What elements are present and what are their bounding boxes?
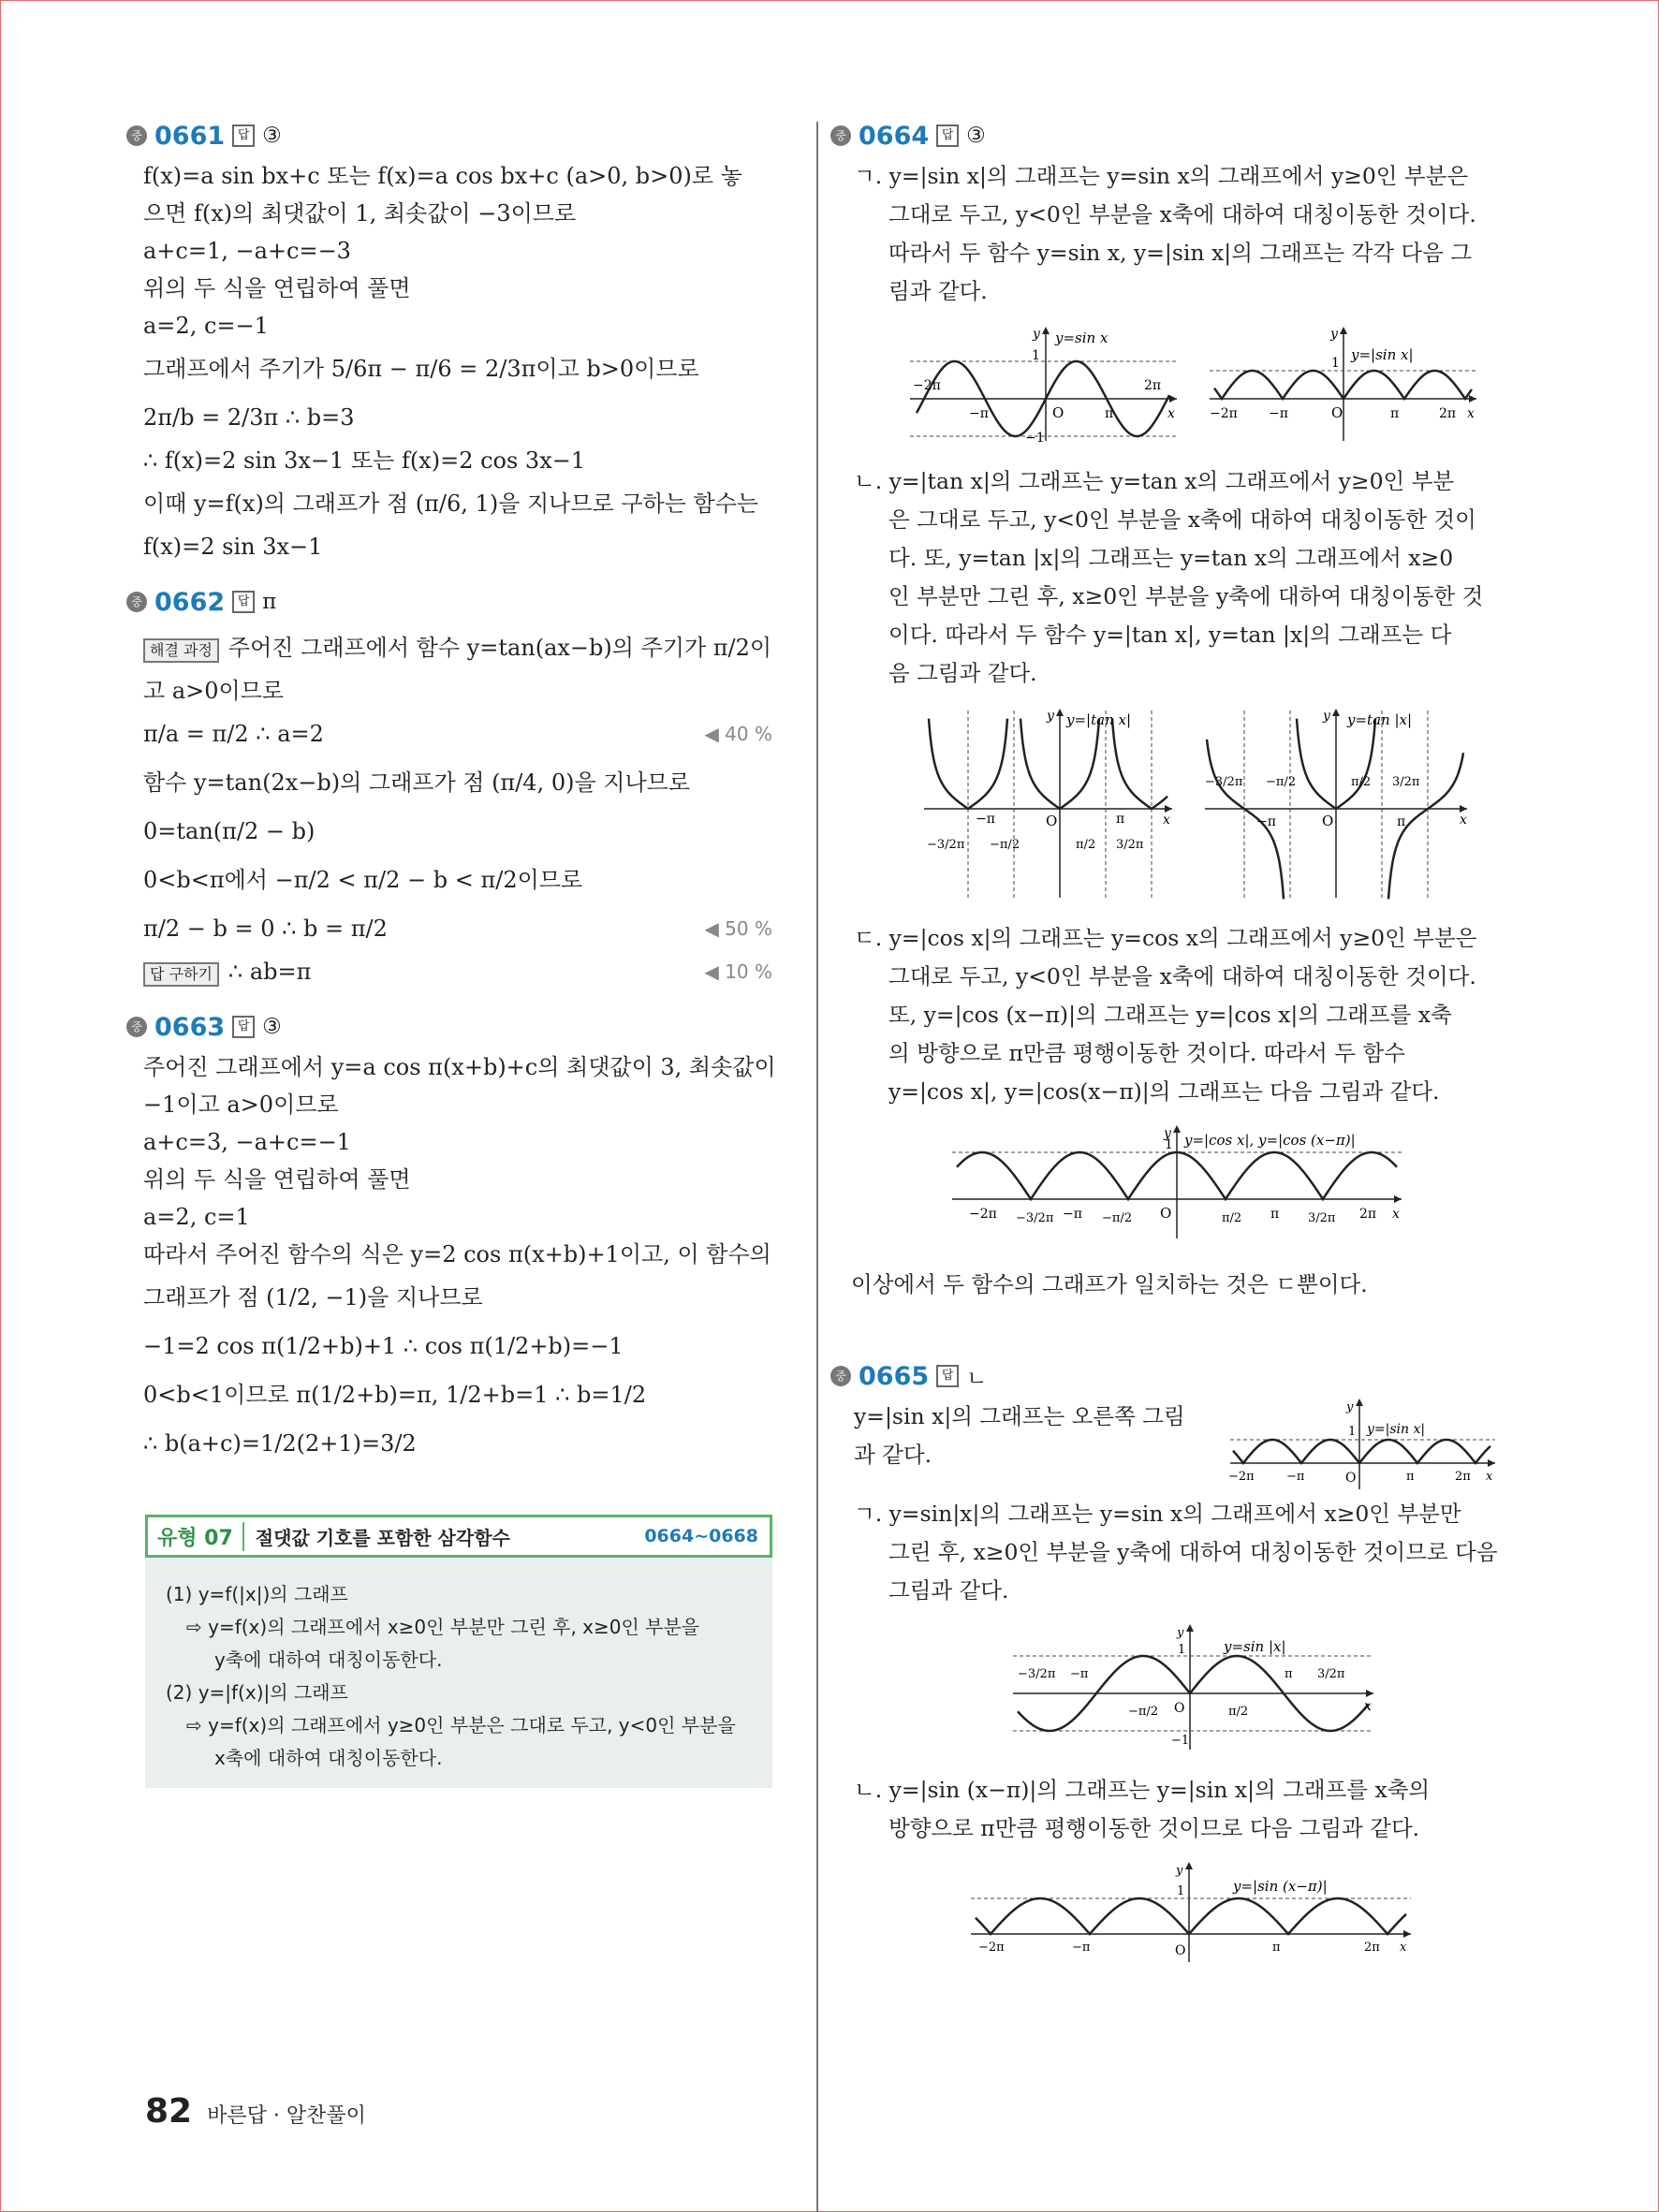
svg-text:y: y (1346, 1400, 1354, 1414)
graph-sin (910, 327, 1177, 446)
type-box-body (145, 1558, 772, 1788)
problem-header-0661 (126, 120, 782, 152)
solution-line: 0=tan(π/2 − b) (143, 818, 316, 844)
difficulty-badge: 중 (126, 125, 147, 146)
item-line: ㄴ. y=|sin (x−π)|의 그래프는 y=|sin x|의 그래프를 x축의 (854, 1777, 1431, 1803)
svg-text:x: x (1364, 1699, 1372, 1714)
column-divider (816, 122, 818, 2212)
svg-text:O: O (1052, 404, 1064, 421)
solution-line: a+c=1, −a+c=−3 (143, 238, 351, 264)
svg-text:O: O (1345, 1471, 1357, 1486)
item-line: 그대로 두고, y<0인 부분을 x축에 대하여 대칭이동한 것이다. (888, 201, 1476, 227)
svg-text:−2π: −2π (978, 1941, 1005, 1955)
graph-label: y=sin |x| (1224, 1638, 1286, 1655)
solution-line: 답 구하기 ∴ ab=π ◀ 10 % (126, 953, 782, 990)
answer-value: ③ (262, 124, 282, 148)
svg-text:1: 1 (1032, 348, 1040, 363)
svg-text:π: π (1285, 1667, 1293, 1681)
solution-line: 2π/b = 2/3π ∴ b=3 (143, 404, 355, 431)
answer-mark: 답 (936, 1365, 959, 1387)
box-line: (2) y=|f(x)|의 그래프 (166, 1681, 348, 1704)
answer-value: π (262, 590, 277, 614)
svg-text:π: π (1270, 1207, 1280, 1222)
solution-line: 그래프가 점 (1/2, −1)을 지나므로 (143, 1284, 483, 1311)
svg-text:1: 1 (1165, 1137, 1173, 1152)
type-label: 유형 07 (148, 1522, 244, 1551)
solution-line: 주어진 그래프에서 y=a cos π(x+b)+c의 최댓값이 3, 최솟값이 (143, 1054, 776, 1080)
graph-abs-sin-small (1228, 1398, 1500, 1491)
svg-text:−π: −π (1063, 1207, 1082, 1222)
svg-text:−π/2: −π/2 (1102, 1211, 1133, 1225)
graph-label: y=|sin x| (1351, 346, 1414, 363)
problem-number: 0665 (859, 1361, 930, 1391)
svg-text:2π: 2π (1144, 378, 1162, 393)
type-box-header (145, 1515, 772, 1558)
problem-number: 0661 (154, 121, 226, 151)
type-title: 절댓값 기호를 포함한 삼각함수 (255, 1526, 510, 1549)
difficulty-badge: 중 (126, 592, 147, 612)
svg-text:3/2π: 3/2π (1308, 1211, 1336, 1225)
svg-text:y: y (1176, 1864, 1183, 1878)
graph-label: y=|cos x|, y=|cos (x−π)| (1184, 1132, 1356, 1149)
svg-text:1: 1 (1348, 1425, 1357, 1439)
item-line: 인 부분만 그린 후, x≥0인 부분을 y축에 대하여 대칭이동한 것 (888, 583, 1484, 609)
solution-line: a=2, c=1 (143, 1204, 250, 1230)
svg-text:3/2π: 3/2π (1392, 775, 1420, 789)
box-line: ⇨ y=f(x)의 그래프에서 y≥0인 부분은 그대로 두고, y<0인 부분을 (186, 1714, 736, 1736)
svg-text:−π: −π (976, 812, 995, 827)
item-line: ㄷ. y=|cos x|의 그래프는 y=cos x의 그래프에서 y≥0인 부분은 (854, 925, 1477, 951)
svg-text:x: x (1400, 1941, 1407, 1955)
right-column (830, 120, 1505, 1981)
answer-value: ③ (966, 124, 986, 148)
svg-text:y: y (1330, 327, 1338, 342)
svg-text:π/2: π/2 (1228, 1705, 1249, 1719)
svg-text:O: O (1046, 813, 1058, 829)
graph-label: y=sin x (1055, 330, 1108, 346)
problem-number: 0663 (154, 1012, 226, 1042)
score-percent: ◀ 10 % (704, 960, 772, 983)
solution-line: −1=2 cos π(1/2+b)+1 ∴ cos π(1/2+b)=−1 (143, 1333, 624, 1359)
type-range: 0664~0668 (644, 1526, 758, 1546)
item-line: ㄱ. y=|sin x|의 그래프는 y=sin x의 그래프에서 y≥0인 부분은 (854, 163, 1469, 189)
solution-line: 으면 f(x)의 최댓값이 1, 최솟값이 −3이므로 (143, 200, 577, 227)
svg-text:1: 1 (1331, 356, 1340, 371)
svg-text:3/2π: 3/2π (1317, 1667, 1345, 1681)
graph-label: y=tan |x| (1347, 711, 1413, 728)
solution-line: 고 a>0이므로 (143, 678, 285, 704)
item-line: 또, y=|cos (x−π)|의 그래프는 y=|cos x|의 그래프를 x축 (888, 1002, 1452, 1028)
svg-text:−1: −1 (1025, 431, 1045, 446)
item-line: 그린 후, x≥0인 부분을 y축에 대하여 대칭이동한 것이므로 다음 (888, 1539, 1498, 1565)
svg-text:π/2: π/2 (1222, 1211, 1242, 1225)
svg-text:x: x (1167, 406, 1175, 421)
step-tag: 해결 과정 (143, 638, 219, 663)
svg-text:O: O (1322, 813, 1334, 829)
graph-abs-sin (1210, 327, 1476, 441)
item-line: 이다. 따라서 두 함수 y=|tan x|, y=tan |x|의 그래프는 다 (888, 622, 1452, 648)
item-line: 은 그대로 두고, y<0인 부분을 x축에 대하여 대칭이동한 것이 (888, 506, 1476, 533)
svg-text:−3/2π: −3/2π (1018, 1667, 1056, 1681)
solution-line: 0<b<1이므로 π(1/2+b)=π, 1/2+b=1 ∴ b=1/2 (143, 1382, 647, 1408)
svg-text:π: π (1105, 406, 1114, 421)
solution-line: 위의 두 식을 연립하여 풀면 (143, 275, 411, 301)
svg-text:2π: 2π (1455, 1470, 1471, 1484)
svg-text:π: π (1272, 1941, 1281, 1955)
solution-line: ∴ b(a+c)=1/2(2+1)=3/2 (143, 1430, 417, 1457)
item-line: y=|cos x|, y=|cos(x−π)|의 그래프는 다음 그림과 같다. (888, 1078, 1440, 1105)
svg-text:y: y (1164, 1126, 1171, 1141)
page-number: 82 (145, 2092, 193, 2131)
svg-text:−π/2: −π/2 (1266, 775, 1297, 789)
item-line: ㄴ. y=|tan x|의 그래프는 y=tan x의 그래프에서 y≥0인 부분 (854, 468, 1455, 494)
svg-text:O: O (1175, 1943, 1186, 1958)
solution-line: 이때 y=f(x)의 그래프가 점 (π/6, 1)을 지나므로 구하는 함수는 (143, 491, 759, 517)
item-line: 그대로 두고, y<0인 부분을 x축에 대하여 대칭이동한 것이다. (888, 963, 1476, 989)
svg-text:−π: −π (1286, 1470, 1305, 1484)
svg-text:1: 1 (1177, 1884, 1185, 1898)
svg-text:−2π: −2π (913, 378, 941, 393)
answer-mark: 답 (232, 591, 255, 613)
graph-tan-abs (1205, 709, 1467, 899)
type-summary-box (145, 1515, 772, 1788)
solution-line: 위의 두 식을 연립하여 풀면 (143, 1166, 411, 1193)
answer-value: ③ (262, 1015, 282, 1039)
problem-header-0663 (126, 1011, 782, 1043)
graph-label: y=|tan x| (1066, 711, 1132, 728)
svg-text:−π: −π (969, 406, 989, 421)
left-column (126, 120, 782, 1788)
solution-line: 0<b<π에서 −π/2 < π/2 − b < π/2이므로 (143, 867, 583, 893)
svg-text:O: O (1160, 1205, 1172, 1222)
item-line: 음 그림과 같다. (888, 660, 1037, 686)
svg-text:−3/2π: −3/2π (1205, 775, 1243, 789)
svg-text:π: π (1406, 1470, 1415, 1484)
solution-line: π/a = π/2 ∴ a=2 ◀ 40 % (126, 710, 782, 758)
graph-label: y=|sin (x−π)| (1233, 1878, 1328, 1895)
solution-line: −1이고 a>0이므로 (143, 1091, 339, 1118)
svg-text:π/2: π/2 (1076, 838, 1096, 852)
score-percent: ◀ 50 % (704, 917, 772, 940)
box-line: y축에 대하여 대칭이동한다. (214, 1648, 443, 1671)
solution-line: f(x)=2 sin 3x−1 (143, 534, 323, 560)
svg-text:2π: 2π (1364, 1941, 1380, 1955)
step-tag: 답 구하기 (143, 962, 219, 987)
item-line: 과 같다. (854, 1442, 932, 1468)
answer-mark: 답 (232, 1016, 255, 1038)
svg-text:π: π (1116, 812, 1125, 827)
svg-text:y: y (1323, 709, 1330, 724)
solution-line: 그래프에서 주기가 5/6π − π/6 = 2/3π이고 b>0이므로 (143, 356, 699, 382)
score-percent: ◀ 40 % (704, 723, 772, 745)
problem-header-0665 (830, 1360, 1505, 1392)
graph-abs-sin-shift (830, 1861, 1505, 1964)
graph-abs-cos-pair (830, 1124, 1505, 1241)
graph-label: y=|sin x| (1367, 1422, 1426, 1437)
item-line: 다. 또, y=tan |x|의 그래프는 y=tan x의 그래프에서 x≥0 (888, 545, 1454, 571)
solution-line: 해결 과정 주어진 그래프에서 함수 y=tan(ax−b)의 주기가 π/2이 (126, 623, 782, 672)
svg-text:2π: 2π (1439, 406, 1457, 421)
conclusion: 이상에서 두 함수의 그래프가 일치하는 것은 ㄷ뿐이다. (851, 1271, 1368, 1297)
svg-text:−2π: −2π (1228, 1470, 1255, 1484)
difficulty-badge: 중 (830, 125, 851, 146)
svg-text:O: O (1331, 404, 1343, 421)
item-line: 의 방향으로 π만큼 평행이동한 것이다. 따라서 두 함수 (888, 1040, 1405, 1066)
svg-text:y: y (1033, 327, 1040, 342)
item-line: 방향으로 π만큼 평행이동한 것이므로 다음 그림과 같다. (888, 1815, 1420, 1841)
page-footer (145, 2092, 366, 2131)
svg-text:x: x (1467, 406, 1475, 421)
problem-header-0662 (126, 586, 782, 618)
svg-text:x: x (1486, 1470, 1493, 1484)
item-line: ㄱ. y=sin|x|의 그래프는 y=sin x의 그래프에서 x≥0인 부분만 (854, 1501, 1461, 1527)
answer-mark: 답 (232, 125, 255, 147)
svg-text:−π: −π (1256, 814, 1276, 829)
svg-text:−π/2: −π/2 (990, 838, 1020, 852)
solution-line: π/2 − b = 0 ∴ b = π/2 ◀ 50 % (126, 904, 782, 953)
svg-text:−3/2π: −3/2π (927, 838, 965, 852)
item-line: 그림과 같다. (888, 1577, 1009, 1604)
svg-text:−2π: −2π (1210, 406, 1238, 421)
difficulty-badge: 중 (126, 1017, 147, 1037)
item-line: 림과 같다. (888, 278, 988, 304)
solution-line: a+c=3, −a+c=−1 (143, 1129, 351, 1155)
svg-text:x: x (1460, 813, 1467, 828)
problem-number: 0664 (859, 121, 930, 151)
graph-abs-tan-and-tan-abs (830, 706, 1505, 902)
svg-text:π/2: π/2 (1351, 775, 1372, 789)
svg-text:−3/2π: −3/2π (1016, 1211, 1054, 1225)
svg-text:π: π (1397, 814, 1406, 829)
svg-text:−π: −π (1070, 1667, 1089, 1681)
box-line: x축에 대하여 대칭이동한다. (214, 1747, 443, 1769)
svg-text:x: x (1163, 813, 1170, 828)
svg-text:x: x (1392, 1207, 1400, 1222)
solution-line: f(x)=a sin bx+c 또는 f(x)=a cos bx+c (a>0, b>0)로 놓 (143, 163, 742, 189)
box-line: (1) y=f(|x|)의 그래프 (166, 1583, 348, 1605)
footer-title: 바른답 · 알찬풀이 (207, 2104, 366, 2128)
graph-sin-abs (830, 1623, 1505, 1754)
svg-text:y: y (1177, 1626, 1184, 1640)
solution-line: 함수 y=tan(2x−b)의 그래프가 점 (π/4, 0)을 지나므로 (143, 769, 691, 796)
solution-line: 따라서 주어진 함수의 식은 y=2 cos π(x+b)+1이고, 이 함수의 (143, 1241, 771, 1267)
svg-text:3/2π: 3/2π (1116, 838, 1144, 852)
svg-text:O: O (1174, 1701, 1185, 1716)
problem-number: 0662 (154, 587, 226, 617)
difficulty-badge: 중 (830, 1366, 851, 1386)
solution-line: ∴ f(x)=2 sin 3x−1 또는 f(x)=2 cos 3x−1 (143, 447, 586, 474)
answer-mark: 답 (936, 125, 959, 147)
item-line: 따라서 두 함수 y=sin x, y=|sin x|의 그래프는 각각 다음 그 (888, 240, 1473, 266)
graph-abs-tan (924, 709, 1172, 898)
item-line: y=|sin x|의 그래프는 오른쪽 그림 (854, 1403, 1185, 1429)
svg-text:π: π (1390, 406, 1400, 421)
svg-text:1: 1 (1178, 1643, 1186, 1657)
graph-sin-and-abs-sin (830, 324, 1505, 446)
svg-text:−1: −1 (1171, 1734, 1190, 1748)
svg-text:2π: 2π (1359, 1207, 1377, 1222)
problem-header-0664 (830, 120, 1505, 152)
svg-text:−2π: −2π (969, 1207, 997, 1222)
answer-value: ㄴ (966, 1366, 988, 1391)
svg-text:−π: −π (1072, 1941, 1091, 1955)
box-line: ⇨ y=f(x)의 그래프에서 x≥0인 부분만 그린 후, x≥0인 부분을 (186, 1616, 700, 1638)
solution-line: a=2, c=−1 (143, 313, 269, 339)
svg-text:−π/2: −π/2 (1128, 1705, 1159, 1719)
svg-text:y: y (1047, 709, 1054, 724)
svg-text:−π: −π (1269, 406, 1288, 421)
